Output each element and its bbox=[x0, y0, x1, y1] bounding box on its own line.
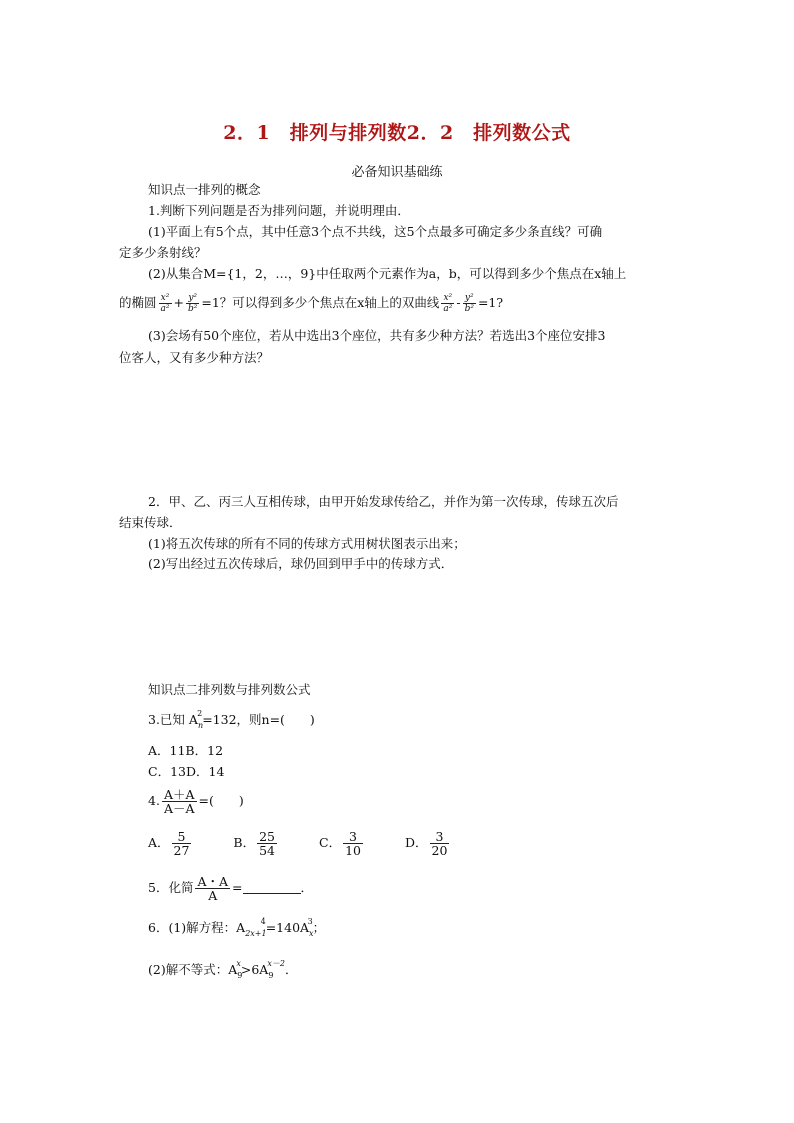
question-5-stem: 5．化简 $\frac{A・A}{A}$ = ． bbox=[148, 874, 314, 903]
page-title: 2．1 排列与排列数2．2 排列数公式 bbox=[223, 122, 571, 144]
hyperbola-x-fraction: $\frac{\text{x²}}{\text{a²}}$ bbox=[443, 293, 453, 314]
option-a: A． $\frac{5}{27}$ bbox=[148, 829, 190, 858]
option-b: B． $\frac{25}{54}$ bbox=[233, 829, 276, 858]
question-3-stem: 3.已知 $A_n^2=132$，则n=( ) bbox=[148, 709, 315, 730]
question-2-stem-line-2: 结束传球． bbox=[119, 515, 182, 530]
question-2-part-1: (1)将五次传球的所有不同的传球方式用树状图表示出来； bbox=[148, 536, 466, 551]
section-heading-1: 知识点一排列的概念 bbox=[148, 182, 261, 197]
question-2-stem-line-1: 2．甲、乙、丙三人互相传球，由甲开始发球传给乙，并作为第一次传球，传球五次后 bbox=[148, 494, 619, 509]
answer-blank[interactable] bbox=[243, 881, 301, 894]
question-1-stem: 1.判断下列问题是否为排列问题，并说明理由． bbox=[148, 203, 410, 218]
question-4-options bbox=[148, 828, 451, 858]
page-subtitle: 必备知识基础练 bbox=[351, 165, 443, 180]
hyperbola-y-fraction: $\frac{\text{y²}}{\text{b²}}$ bbox=[464, 293, 474, 314]
question-3-options-cd: C．13D．14 bbox=[148, 764, 225, 779]
question-1-part-1-line-1: (1)平面上有5个点，其中任意3个点不共线，这5个点最多可确定多少条直线？可确 bbox=[148, 224, 603, 239]
question-6-part-1: 6．(1)解方程：$A_{2x+1}^4=140A_x^3$； bbox=[148, 917, 326, 938]
question-1-part-1-line-2: 定多少条射线？ bbox=[119, 245, 207, 260]
question-4-stem: 4. $\frac{A+A}{A-A}$ =( ) bbox=[148, 787, 244, 816]
ellipse-y-fraction: $\frac{\text{y²}}{\text{b²}}$ bbox=[187, 293, 198, 314]
question-1-part-2-line-2: 的椭圆 $\frac{\text{x²}}{\text{a²}}$ + $\frac{\text{y²}}{\text{b²}}$ =1？可以得到多少个焦点在x轴上的双曲线 $\frac{\text{x²}}{\text{a²}}$ - $\frac{\text{y²}}{\text{b²}}$ =1? bbox=[119, 293, 504, 314]
question-1-part-3-line-2: 位客人，又有多少种方法？ bbox=[119, 350, 270, 365]
question-2-part-2: (2)写出经过五次传球后，球仍回到甲手中的传球方式． bbox=[148, 556, 454, 571]
question-4-fraction: $\frac{A+A}{A-A}$ bbox=[163, 787, 195, 816]
question-6-part-2: (2)解不等式：$A_9^x>6A_9^{x-2}$． bbox=[148, 959, 298, 980]
question-1-part-3-line-1: (3)会场有50个座位，若从中选出3个座位，共有多少种方法？若选出3个座位安排3 bbox=[148, 328, 606, 343]
option-c: C． $\frac{3}{10}$ bbox=[319, 829, 361, 858]
ellipse-x-fraction: $\frac{\text{x²}}{\text{a²}}$ bbox=[160, 293, 170, 314]
question-3-options-ab: A．11B．12 bbox=[148, 743, 224, 758]
question-5-fraction: $\frac{A・A}{A}$ bbox=[197, 874, 229, 903]
section-heading-2: 知识点二排列数与排列数公式 bbox=[148, 682, 311, 697]
option-d: D． $\frac{3}{20}$ bbox=[404, 829, 448, 858]
question-1-part-2-line-1: (2)从集合M={1，2，…，9}中任取两个元素作为a，b，可以得到多少个焦点在x轴上 bbox=[148, 266, 627, 281]
